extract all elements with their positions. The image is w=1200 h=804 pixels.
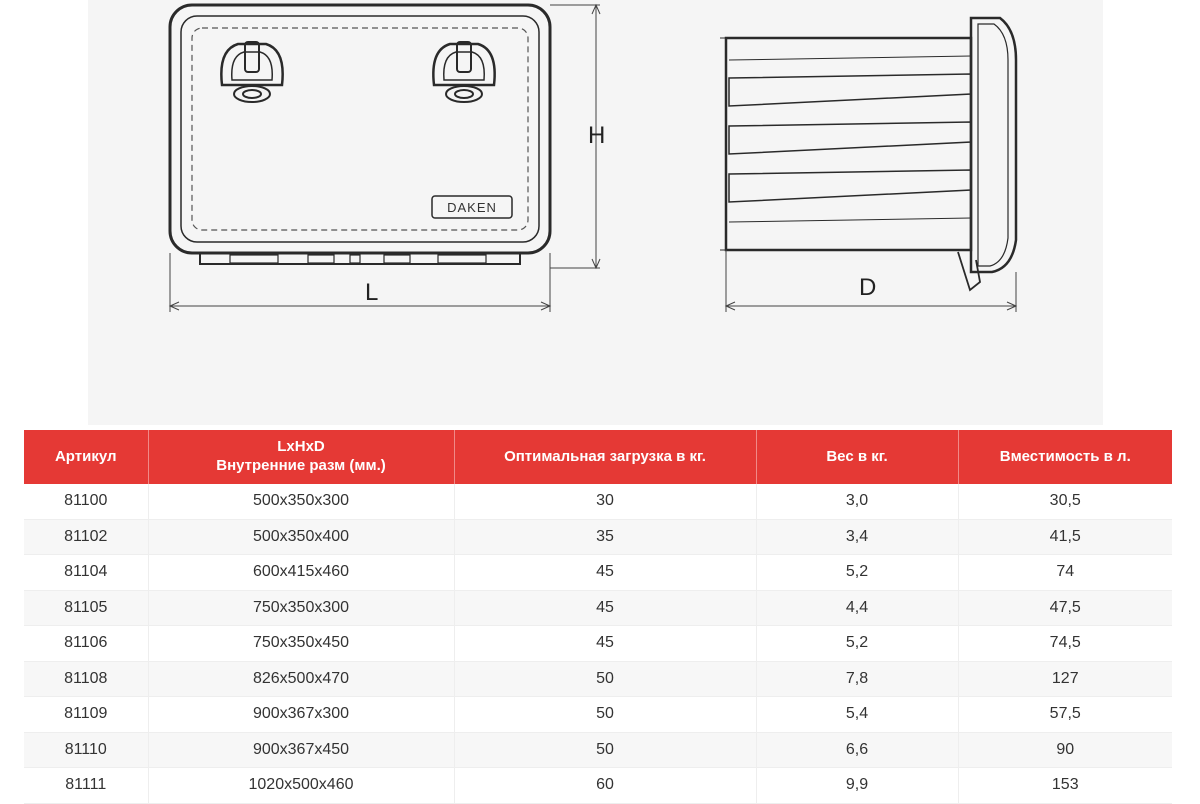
cell-article: 81109	[24, 697, 148, 733]
table-row	[24, 484, 1172, 519]
height-label: H	[588, 122, 606, 149]
table-header-row	[24, 430, 1172, 484]
cell-load: 60	[454, 768, 756, 804]
table-row	[24, 768, 1172, 804]
cell-article: 81105	[24, 590, 148, 626]
cell-capacity: 127	[958, 661, 1172, 697]
front-view	[170, 5, 550, 264]
cell-dimensions: 900x367x450	[148, 732, 454, 768]
length-label: L	[365, 279, 379, 306]
cell-dimensions: 826x500x470	[148, 661, 454, 697]
cell-capacity: 90	[958, 732, 1172, 768]
cell-load: 45	[454, 555, 756, 591]
cell-weight: 5,4	[756, 697, 958, 733]
cell-dimensions: 500x350x300	[148, 484, 454, 519]
spec-table	[24, 430, 1172, 804]
cell-article: 81110	[24, 732, 148, 768]
cell-load: 50	[454, 697, 756, 733]
cell-capacity: 74	[958, 555, 1172, 591]
cell-weight: 5,2	[756, 626, 958, 662]
cell-load: 30	[454, 484, 756, 519]
cell-capacity: 47,5	[958, 590, 1172, 626]
cell-article: 81106	[24, 626, 148, 662]
side-view	[720, 18, 1016, 290]
table-row	[24, 732, 1172, 768]
cell-weight: 3,4	[756, 519, 958, 555]
cell-weight: 6,6	[756, 732, 958, 768]
header-dimensions: LxHxD Внутренние разм (мм.)	[148, 430, 454, 484]
cell-weight: 7,8	[756, 661, 958, 697]
cell-article: 81108	[24, 661, 148, 697]
technical-drawing	[88, 0, 1103, 425]
cell-load: 45	[454, 626, 756, 662]
table-row	[24, 519, 1172, 555]
cell-capacity: 41,5	[958, 519, 1172, 555]
left-handle-icon	[221, 42, 282, 102]
cell-capacity: 153	[958, 768, 1172, 804]
cell-capacity: 57,5	[958, 697, 1172, 733]
right-handle-icon	[433, 42, 494, 102]
depth-label: D	[859, 274, 877, 301]
cell-dimensions: 900x367x300	[148, 697, 454, 733]
cell-load: 50	[454, 732, 756, 768]
cell-dimensions: 750x350x450	[148, 626, 454, 662]
cell-load: 35	[454, 519, 756, 555]
cell-dimensions: 1020x500x460	[148, 768, 454, 804]
cell-dimensions: 500x350x400	[148, 519, 454, 555]
header-weight: Вес в кг.	[756, 430, 958, 484]
table-row	[24, 555, 1172, 591]
cell-dimensions: 750x350x300	[148, 590, 454, 626]
cell-load: 45	[454, 590, 756, 626]
table-row	[24, 590, 1172, 626]
header-capacity: Вместимость в л.	[958, 430, 1172, 484]
toolbox-drawing	[88, 0, 1103, 425]
cell-dimensions: 600x415x460	[148, 555, 454, 591]
cell-weight: 5,2	[756, 555, 958, 591]
cell-capacity: 74,5	[958, 626, 1172, 662]
cell-article: 81102	[24, 519, 148, 555]
brand-logo: DAKEN	[447, 200, 497, 215]
cell-article: 81104	[24, 555, 148, 591]
cell-article: 81100	[24, 484, 148, 519]
cell-weight: 4,4	[756, 590, 958, 626]
table-row	[24, 661, 1172, 697]
table-row	[24, 626, 1172, 662]
cell-capacity: 30,5	[958, 484, 1172, 519]
cell-load: 50	[454, 661, 756, 697]
cell-weight: 3,0	[756, 484, 958, 519]
header-article: Артикул	[24, 430, 148, 484]
cell-weight: 9,9	[756, 768, 958, 804]
cell-article: 81111	[24, 768, 148, 804]
header-load: Оптимальная загрузка в кг.	[454, 430, 756, 484]
table-row	[24, 697, 1172, 733]
